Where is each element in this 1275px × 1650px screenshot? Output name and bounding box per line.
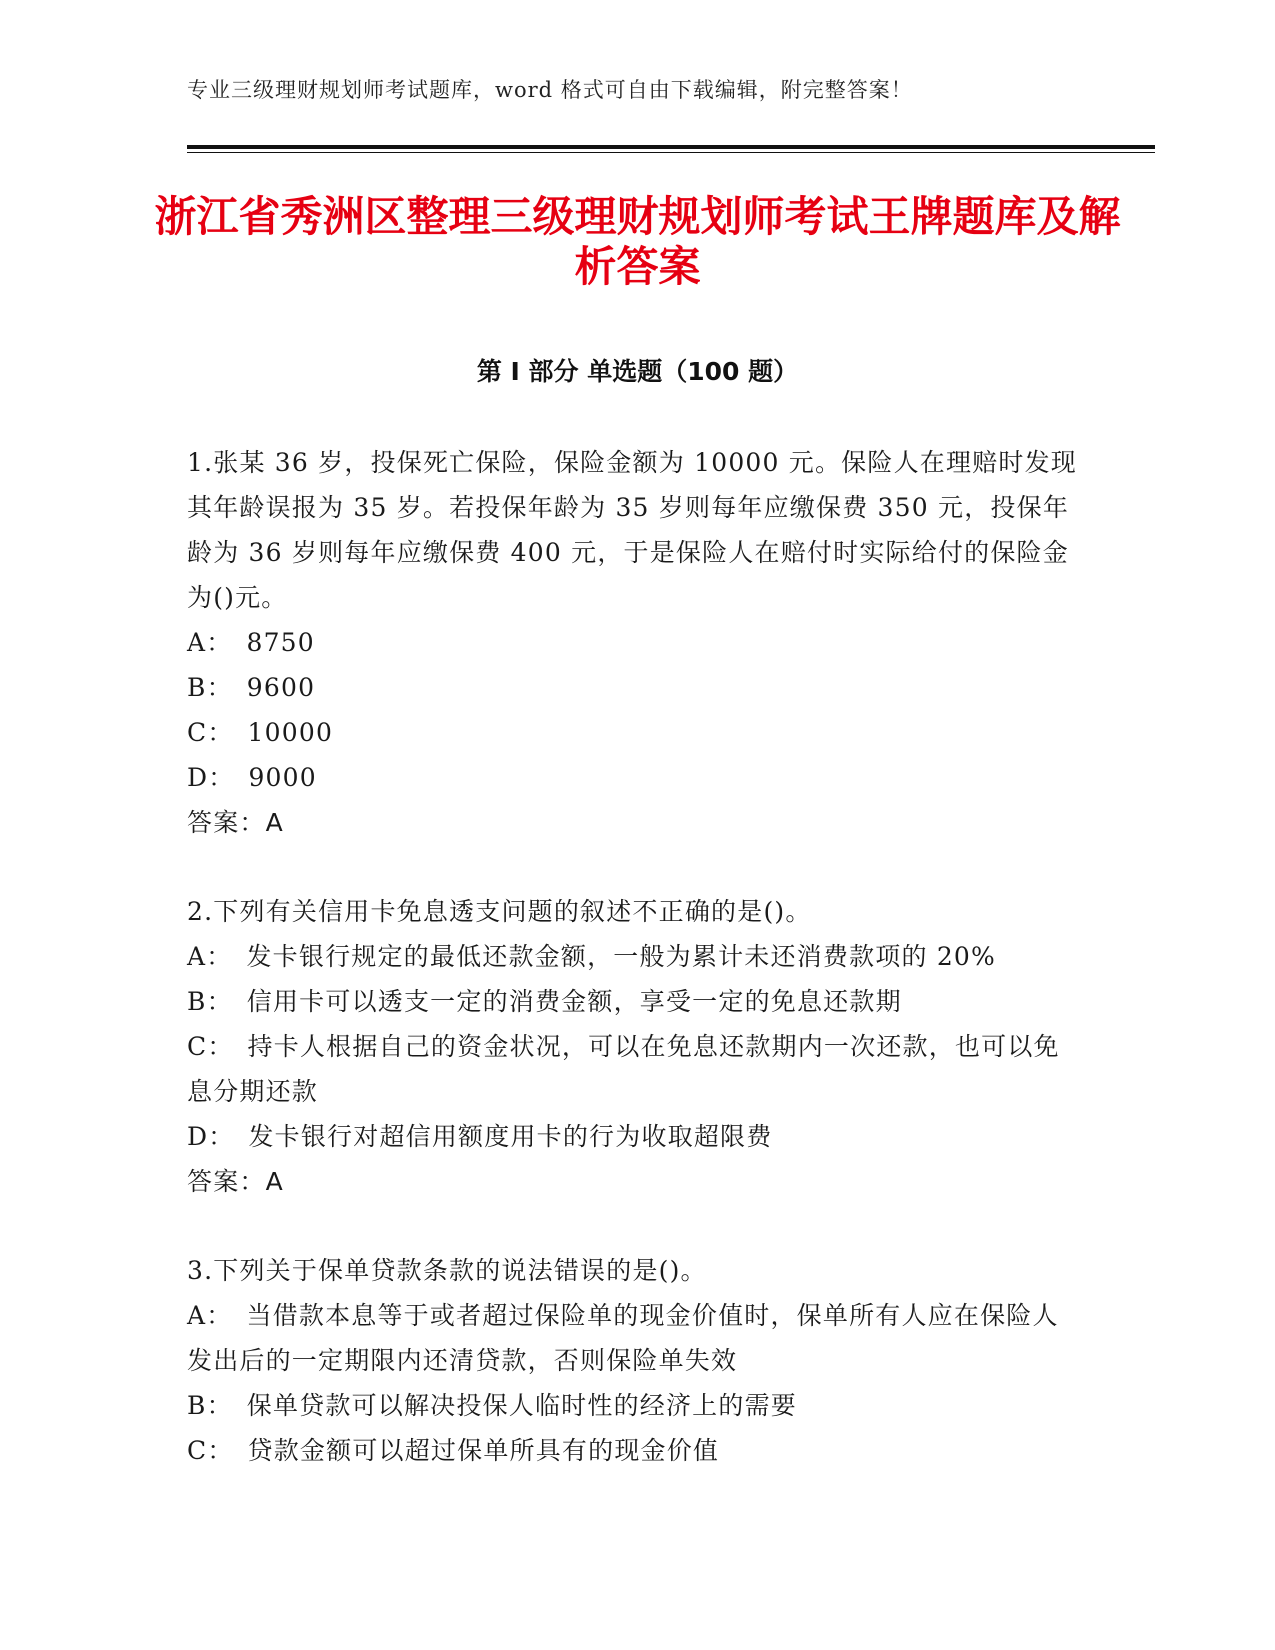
option-a <box>187 620 1077 665</box>
header-rule-thick <box>187 145 1155 149</box>
option-d <box>187 1114 1077 1159</box>
header-note: 专业三级理财规划师考试题库，word 格式可自由下载编辑，附完整答案！ <box>187 78 913 102</box>
option-text: 9600 <box>246 673 316 702</box>
option-key: A： <box>187 942 233 971</box>
option-c <box>187 710 1077 755</box>
answer: 答案：A <box>187 1167 284 1196</box>
option-c <box>187 1428 1077 1473</box>
option-c <box>187 1024 1077 1114</box>
option-text: 保单贷款可以解决投保人临时性的经济上的需要 <box>246 1391 797 1420</box>
question-1 <box>187 440 1077 845</box>
option-key: C： <box>187 1032 234 1061</box>
option-key: D： <box>187 763 235 792</box>
question-stem: 1.张某 36 岁，投保死亡保险，保险金额为 10000 元。保险人在理赔时发现其年龄误报为 35 岁。若投保年龄为 35 岁则每年应缴保费 350 元，投保年龄为 36 岁则每年应缴保费 400 元，于是保险人在赔付时实际给付的保险金为()元。 <box>187 448 1077 612</box>
option-text: 10000 <box>247 718 334 747</box>
option-text: 8750 <box>246 628 315 657</box>
option-text: 贷款金额可以超过保单所具有的现金价值 <box>247 1436 720 1465</box>
question-2 <box>187 889 1077 1204</box>
option-d <box>187 755 1077 800</box>
question-list <box>187 440 1077 1517</box>
option-key: B： <box>187 987 233 1016</box>
option-text: 发卡银行对超信用额度用卡的行为收取超限费 <box>248 1122 773 1151</box>
option-key: B： <box>187 1391 233 1420</box>
option-key: A： <box>187 628 233 657</box>
header-rule-thin <box>187 152 1155 153</box>
option-text: 9000 <box>248 763 317 792</box>
option-a <box>187 1293 1077 1383</box>
option-b <box>187 1383 1077 1428</box>
question-3 <box>187 1248 1077 1473</box>
question-stem: 2.下列有关信用卡免息透支问题的叙述不正确的是()。 <box>187 897 812 926</box>
option-a <box>187 934 1077 979</box>
option-text: 当借款本息等于或者超过保险单的现金价值时，保单所有人应在保险人发出后的一定期限内还清贷款，否则保险单失效 <box>187 1301 1059 1375</box>
answer: 答案：A <box>187 808 284 837</box>
option-key: D： <box>187 1122 235 1151</box>
option-text: 持卡人根据自己的资金状况，可以在免息还款期内一次还款，也可以免息分期还款 <box>187 1032 1060 1106</box>
option-key: B： <box>187 673 233 702</box>
section-title: 第 I 部分 单选题（100 题） <box>476 357 799 386</box>
option-b <box>187 979 1077 1024</box>
option-key: C： <box>187 718 234 747</box>
document-title: 浙江省秀洲区整理三级理财规划师考试王牌题库及解析答案 <box>154 192 1121 291</box>
option-key: A： <box>187 1301 233 1330</box>
option-text: 信用卡可以透支一定的消费金额，享受一定的免息还款期 <box>246 987 902 1016</box>
option-b <box>187 665 1077 710</box>
question-stem: 3.下列关于保单贷款条款的说法错误的是()。 <box>187 1256 707 1285</box>
option-key: C： <box>187 1436 234 1465</box>
option-text: 发卡银行规定的最低还款金额，一般为累计未还消费款项的 20% <box>246 942 996 971</box>
